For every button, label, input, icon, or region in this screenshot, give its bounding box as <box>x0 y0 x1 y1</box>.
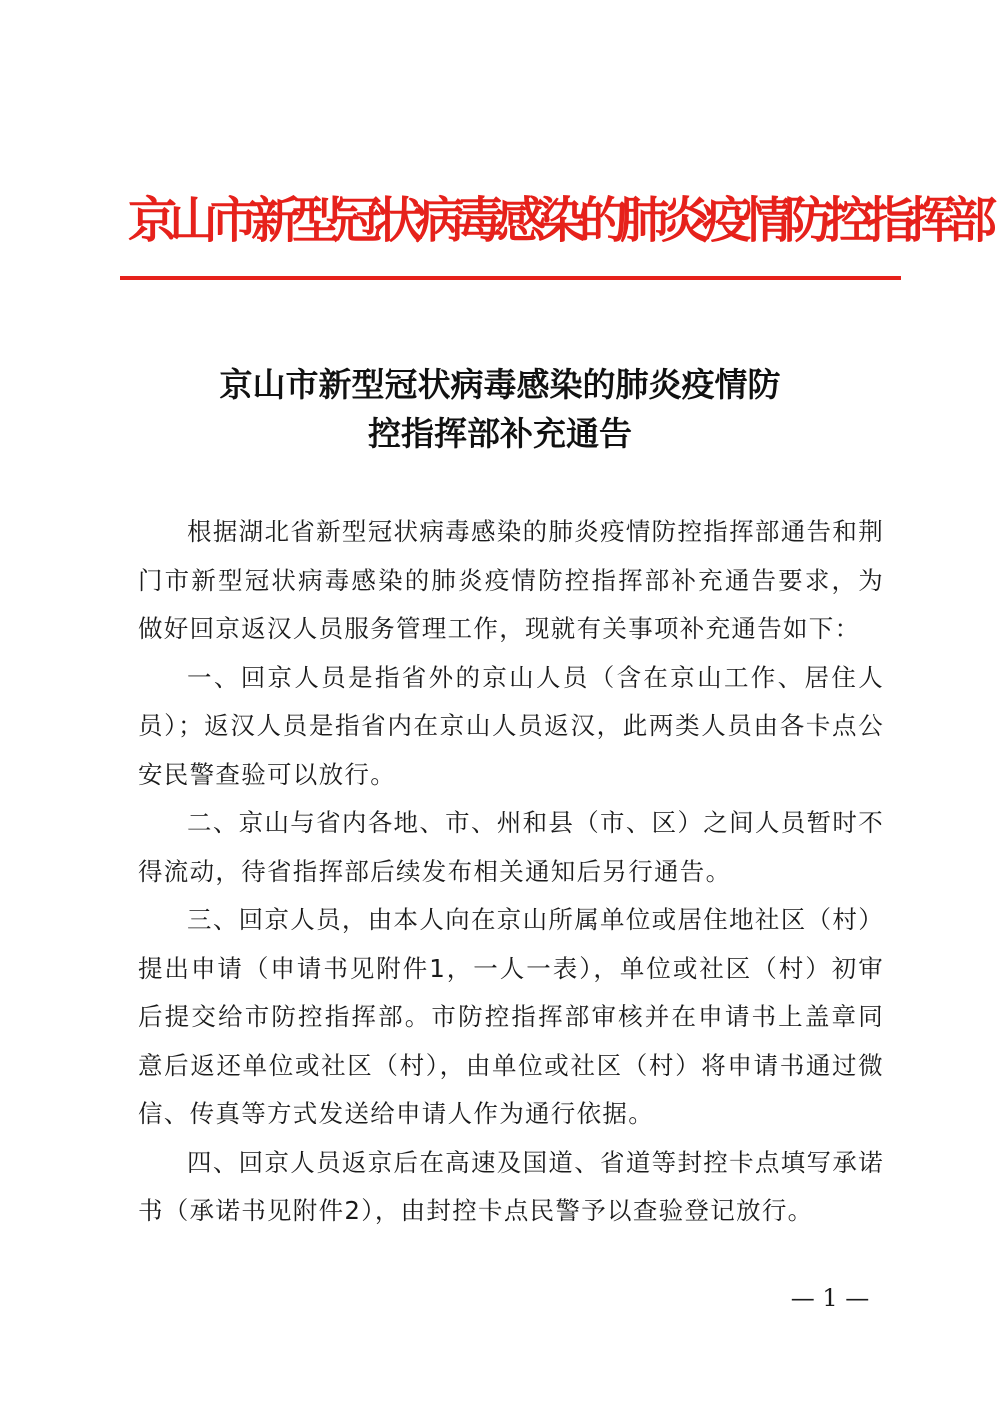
notice-title-line-1: 京山市新型冠状病毒感染的肺炎疫情防 <box>219 365 781 404</box>
paragraph-item-4: 四、回京人员返京后在高速及国道、省道等封控卡点填写承诺书（承诺书见附件2），由封控卡点民警予以查验登记放行。 <box>138 1147 884 1225</box>
paragraph-item-2: 二、京山与省内各地、市、州和县（市、区）之间人员暂时不得流动，待省指挥部后续发布相关通知后另行通告。 <box>138 808 884 886</box>
notice-title-line-2: 控指挥部补充通告 <box>368 414 632 453</box>
notice-title <box>150 360 850 458</box>
page-number: — 1 — <box>790 1284 870 1312</box>
notice-body <box>138 508 884 1236</box>
paragraph-intro: 根据湖北省新型冠状病毒感染的肺炎疫情防控指挥部通告和荆门市新型冠状病毒感染的肺炎疫情防控指挥部补充通告要求，为做好回京返汉人员服务管理工作，现就有关事项补充通告如下： <box>138 517 884 643</box>
letterhead-org-name: 京山市新型冠状病毒感染的肺炎疫情防控指挥部 <box>128 191 990 249</box>
letterhead-red-rule <box>120 276 901 280</box>
paragraph-item-1: 一、回京人员是指省外的京山人员（含在京山工作、居住人员）；返汉人员是指省内在京山人员返汉，此两类人员由各卡点公安民警查验可以放行。 <box>138 662 884 789</box>
paragraph-item-3: 三、回京人员，由本人向在京山所属单位或居住地社区（村）提出申请（申请书见附件1，一人一表），单位或社区（村）初审后提交给市防控指挥部。市防控指挥部审核并在申请书上盖章同意后返还单位或社区（村），由单位或社区（村）将申请书通过微信、传真等方式发送给申请人作为通行依据。 <box>138 905 884 1128</box>
